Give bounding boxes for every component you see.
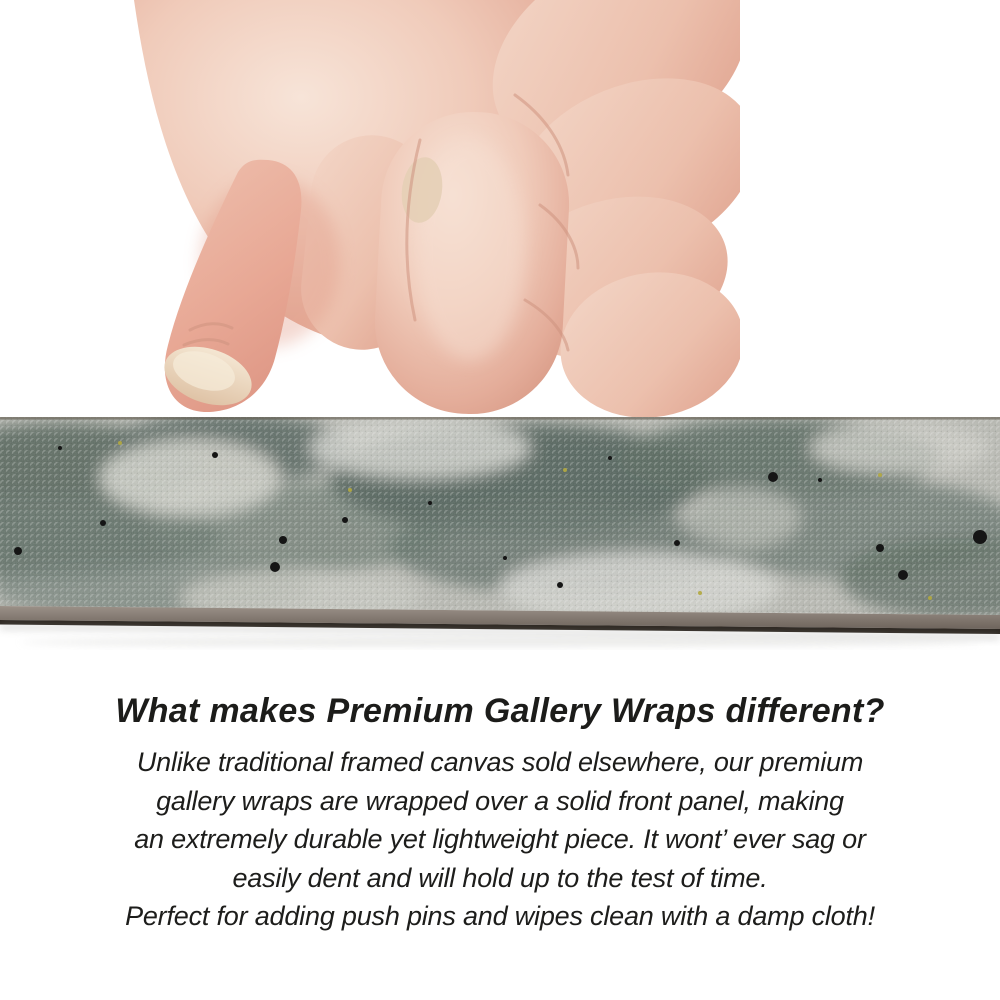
description-line: gallery wraps are wrapped over a solid front panel, making: [156, 785, 844, 816]
canvas-wrap-edge-image: [0, 408, 1000, 658]
hand-pressing-thumb-image: [120, 0, 740, 425]
headline: What makes Premium Gallery Wraps different?: [115, 692, 885, 730]
description-line: an extremely durable yet lightweight piece. It wont’ ever sag or: [134, 824, 866, 854]
description-line: Unlike traditional framed canvas sold elsewhere, our premium: [136, 747, 864, 777]
description-line: easily dent and will hold up to the test of time.: [232, 862, 768, 893]
marketing-copy: [0, 692, 1000, 936]
description-line: Perfect for adding push pins and wipes clean with a damp cloth!: [125, 901, 875, 931]
